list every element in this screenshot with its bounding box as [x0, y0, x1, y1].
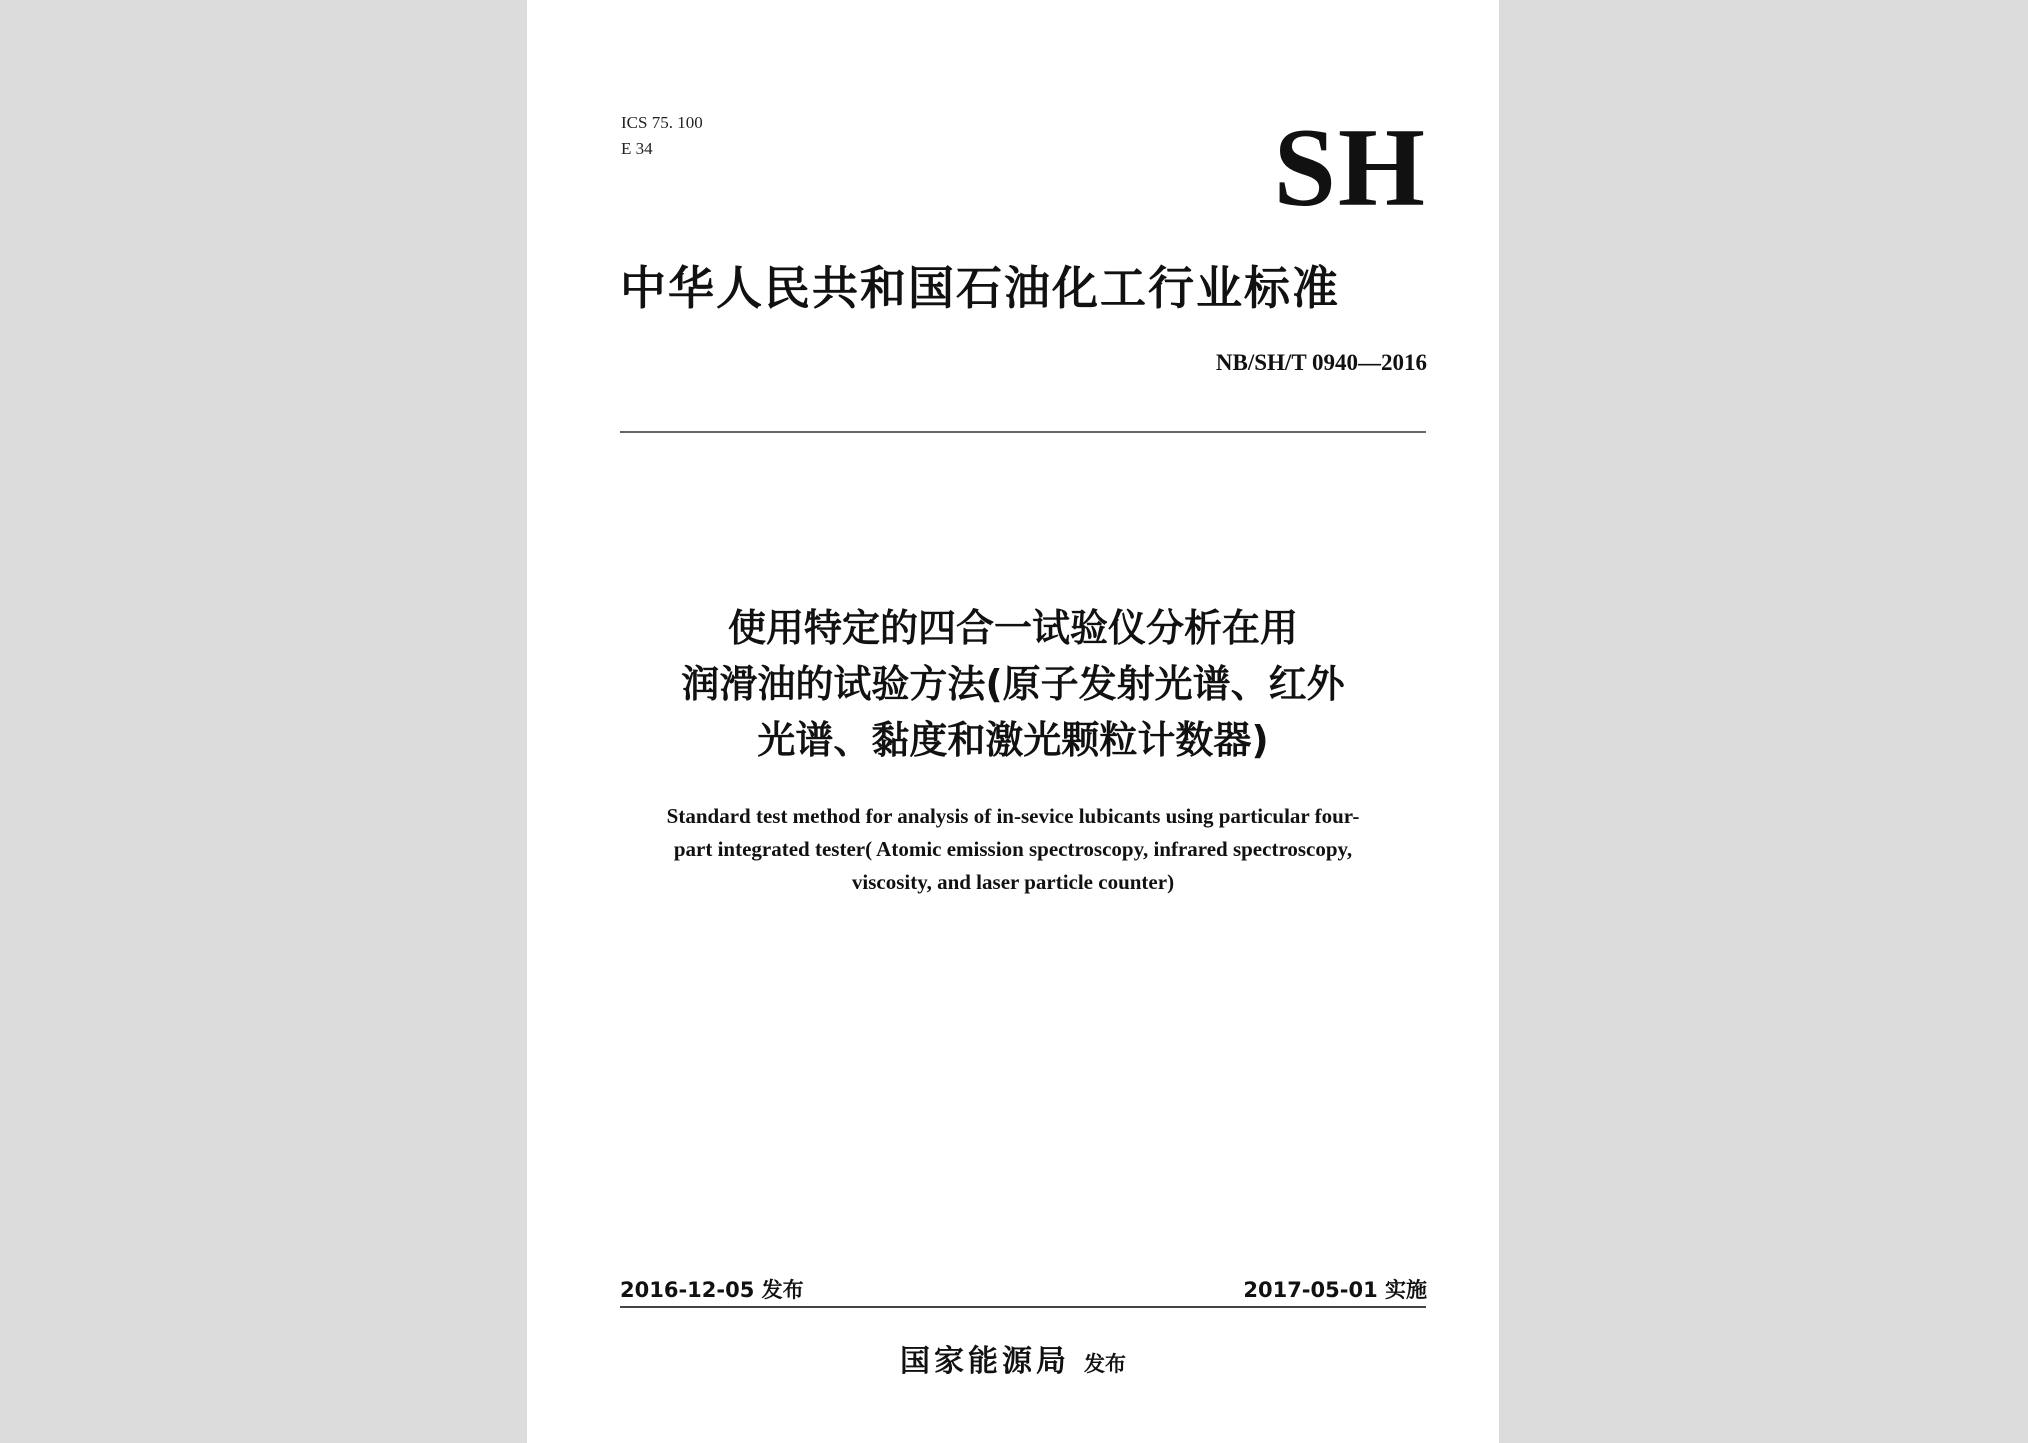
classification-codes: [621, 110, 703, 162]
english-title: [587, 800, 1439, 899]
bottom-divider: [620, 1306, 1426, 1308]
ccs-code: E 34: [621, 139, 653, 158]
chinese-title-line: 光谱、黏度和激光颗粒计数器): [757, 718, 1269, 762]
implementation-date: 2017-05-01 实施: [1243, 1278, 1427, 1302]
sh-logo: SH: [1273, 106, 1427, 230]
publisher-name: 国家能源局: [900, 1344, 1070, 1379]
publisher: [527, 1336, 1499, 1380]
english-title-line: Standard test method for analysis of in-sevice lubicants using particular four-: [666, 804, 1360, 828]
english-title-line: part integrated tester( Atomic emission spectroscopy, infrared spectroscopy,: [673, 837, 1353, 861]
english-title-line: viscosity, and laser particle counter): [851, 870, 1175, 894]
document-page: [527, 0, 1499, 1443]
chinese-title-line: 润滑油的试验方法(原子发射光谱、红外: [681, 662, 1345, 706]
standard-number: NB/SH/T 0940—2016: [1215, 350, 1427, 375]
publisher-suffix: 发布: [1084, 1352, 1126, 1376]
ics-code: ICS 75. 100: [621, 113, 703, 132]
top-divider: [620, 431, 1426, 433]
issue-date: 2016-12-05 发布: [620, 1278, 804, 1302]
standard-type-title: 中华人民共和国石油化工行业标准: [620, 261, 1340, 315]
chinese-title: [587, 600, 1439, 768]
chinese-title-line: 使用特定的四合一试验仪分析在用: [727, 606, 1298, 650]
